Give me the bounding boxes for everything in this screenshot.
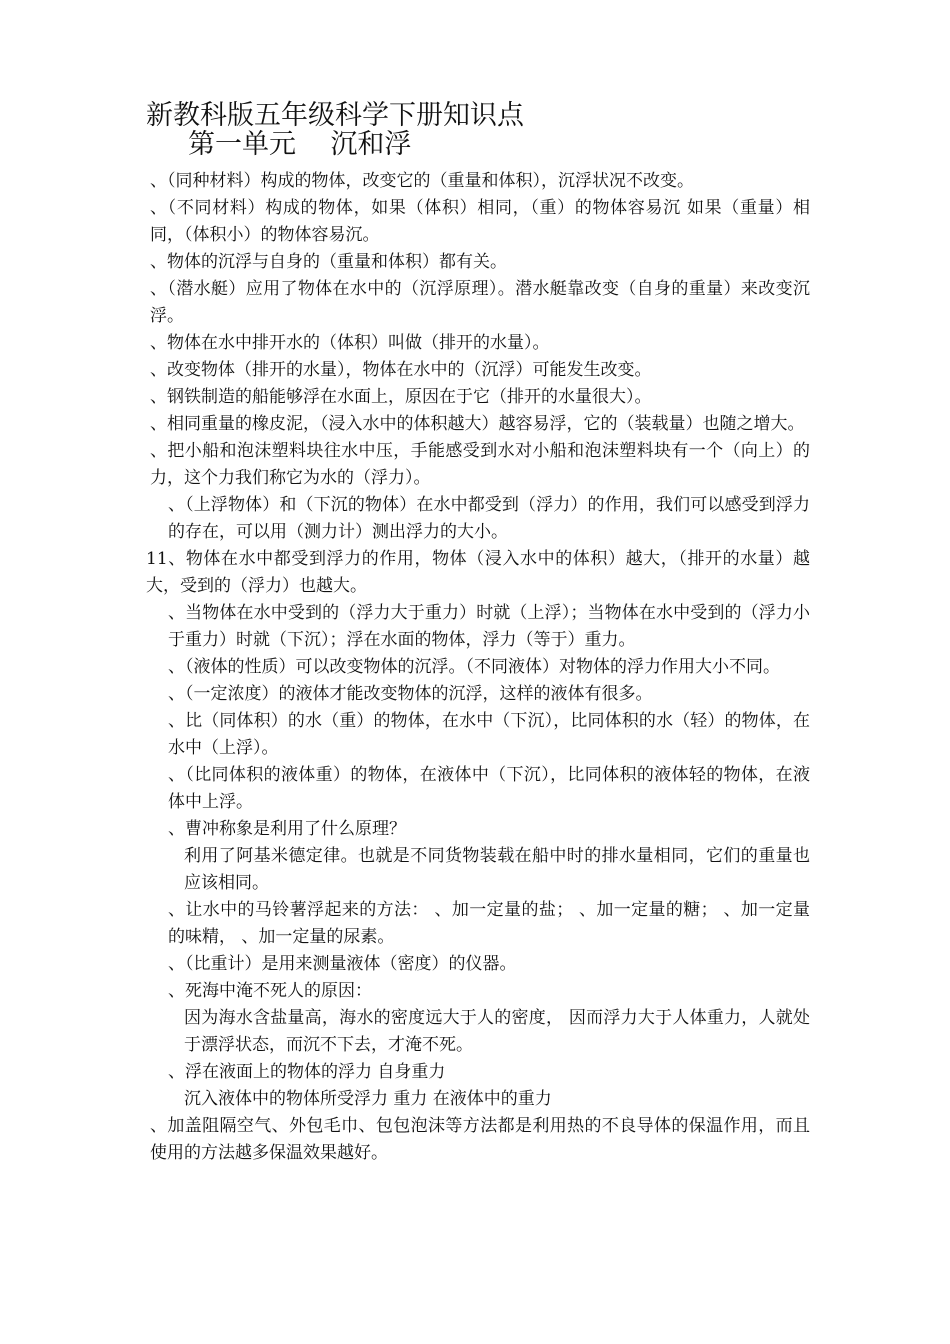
knowledge-point: 、曹冲称象是利用了什么原理？: [168, 819, 406, 839]
knowledge-point: 、让水中的马铃薯浮起来的方法： 、加一定量的盐； 、加一定量的糖； 、加一定量的味精， 、加一定量的尿素。: [168, 900, 810, 947]
knowledge-point: 、（液体的性质）可以改变物体的沉浮。（不同液体）对物体的浮力作用大小不同。: [168, 657, 780, 677]
knowledge-point: 、浮在液面上的物体的浮力 自身重力: [168, 1062, 446, 1082]
knowledge-point: 沉入液体中的物体所受浮力 重力 在液体中的重力: [184, 1089, 552, 1109]
unit-heading: 第一单元 沉和浮: [188, 129, 412, 160]
knowledge-point: 、物体在水中排开水的（体积）叫做（排开的水量）。: [150, 333, 550, 353]
knowledge-point: 因为海水含盐量高，海水的密度远大于人的密度， 因而浮力大于人体重力，人就处于漂浮状态，而沉不下去，才淹不死。: [184, 1008, 810, 1055]
knowledge-point: 、比（同体积）的水（重）的物体，在水中（下沉），比同体积的水（轻）的物体，在水中（上浮）。: [168, 711, 810, 758]
knowledge-point: 、钢铁制造的船能够浮在水面上，原因在于它（排开的水量很大）。: [150, 387, 652, 407]
knowledge-point: 、加盖阻隔空气、外包毛巾、包包泡沫等方法都是利用热的不良导体的保温作用，而且使用的方法越多保温效果越好。: [150, 1116, 810, 1163]
knowledge-point: 、（一定浓度）的液体才能改变物体的沉浮，这样的液体有很多。: [168, 684, 653, 704]
knowledge-point: 、把小船和泡沫塑料块往水中压，手能感受到水对小船和泡沫塑料块有一个（向上）的力，这个力我们称它为水的（浮力）。: [150, 441, 810, 488]
knowledge-point: 、（比同体积的液体重）的物体，在液体中（下沉），比同体积的液体轻的物体，在液体中上浮。: [168, 765, 810, 812]
knowledge-point: 、（不同材料）构成的物体，如果（体积）相同，（重）的物体容易沉 如果（重量）相同，（体积小）的物体容易沉。: [150, 198, 810, 245]
knowledge-point: 、物体的沉浮与自身的（重量和体积）都有关。: [150, 252, 507, 272]
knowledge-point: 、（比重计）是用来测量液体（密度）的仪器。: [168, 954, 517, 974]
knowledge-point: 、死海中淹不死人的原因：: [168, 981, 372, 1001]
knowledge-point: 、改变物体（排开的水量），物体在水中的（沉浮）可能发生改变。: [150, 360, 652, 380]
knowledge-point: 、（潜水艇）应用了物体在水中的（沉浮原理）。潜水艇靠改变（自身的重量）来改变沉浮。: [150, 279, 810, 326]
knowledge-point: 、（同种材料）构成的物体，改变它的（重量和体积），沉浮状况不改变。: [150, 171, 694, 191]
knowledge-point: 、相同重量的橡皮泥，（浸入水中的体积越大）越容易浮，它的（装载量）也随之增大。: [150, 414, 805, 434]
knowledge-point: 、（上浮物体）和（下沉的物体）在水中都受到（浮力）的作用，我们可以感受到浮力的存在，可以用（测力计）测出浮力的大小。: [168, 495, 810, 542]
document-body: [146, 168, 810, 1167]
knowledge-point: 、当物体在水中受到的（浮力大于重力）时就（上浮）；当物体在水中受到的（浮力小于重力）时就（下沉）；浮在水面的物体，浮力（等于）重力。: [168, 603, 810, 650]
knowledge-point: 利用了阿基米德定律。也就是不同货物装载在船中时的排水量相同，它们的重量也应该相同。: [184, 846, 810, 893]
document-title: 新教科版五年级科学下册知识点: [146, 100, 524, 131]
knowledge-point: 11、物体在水中都受到浮力的作用，物体（浸入水中的体积）越大，（排开的水量）越大，受到的（浮力）也越大。: [146, 549, 810, 596]
